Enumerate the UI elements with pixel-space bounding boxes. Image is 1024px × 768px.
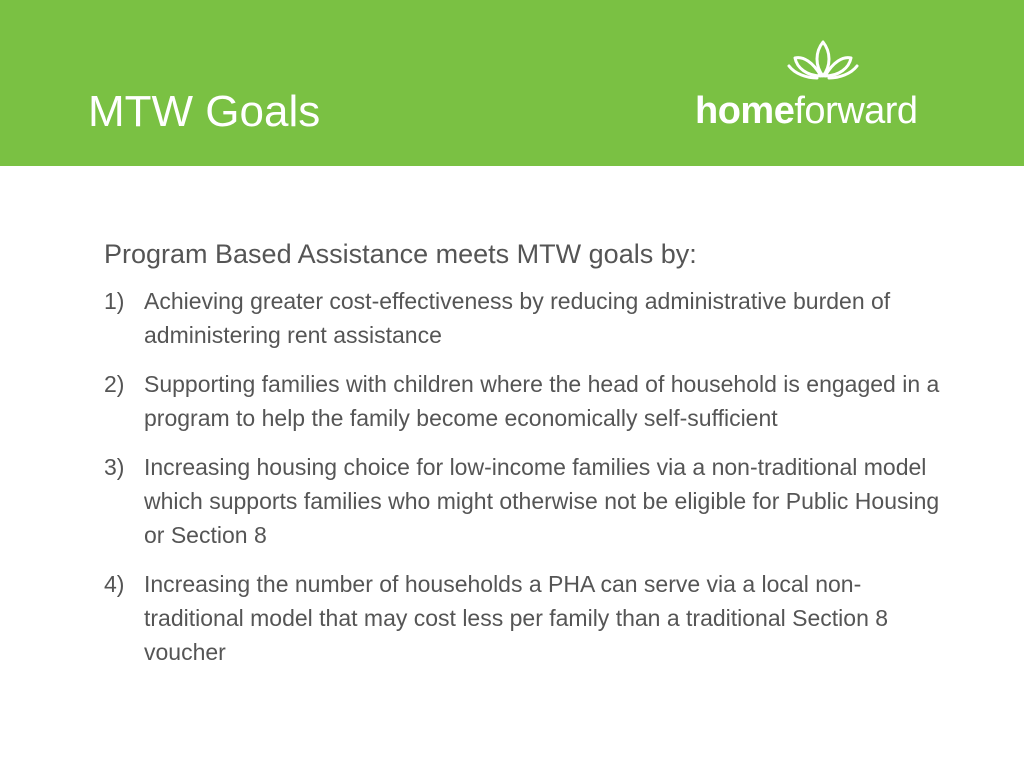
goal-item: [104, 450, 944, 552]
goal-item: [104, 567, 944, 669]
goal-text: Supporting families with children where the head of household is engaged in a program to help the family become economically self-sufficient: [144, 371, 940, 431]
goal-item: [104, 367, 944, 435]
logo-wordmark: [695, 88, 918, 134]
homeforward-logo: [690, 36, 960, 136]
slide-title: MTW Goals: [88, 87, 321, 136]
goal-text: Increasing housing choice for low-income families via a non-traditional model which supports families who might otherwise not be eligible for Public Housing or Section 8: [144, 454, 940, 548]
goal-item: [104, 284, 944, 352]
goal-number: 4): [104, 571, 125, 597]
logo-word-forward: forward: [794, 90, 918, 132]
goal-text: Increasing the number of households a PHA can serve via a local non-traditional model that may cost less per family than a traditional Section 8 voucher: [144, 571, 889, 665]
goal-list: [104, 284, 944, 669]
logo-word-home: home: [695, 90, 795, 132]
lotus-flower-icon: [787, 36, 859, 86]
goal-number: 1): [104, 288, 125, 314]
goal-number: 2): [104, 371, 125, 397]
goal-number: 3): [104, 454, 125, 480]
intro-heading: Program Based Assistance meets MTW goals by:: [104, 239, 697, 269]
slide-content: [104, 234, 944, 684]
goal-text: Achieving greater cost-effectiveness by reducing administrative burden of administering rent assistance: [144, 288, 891, 348]
